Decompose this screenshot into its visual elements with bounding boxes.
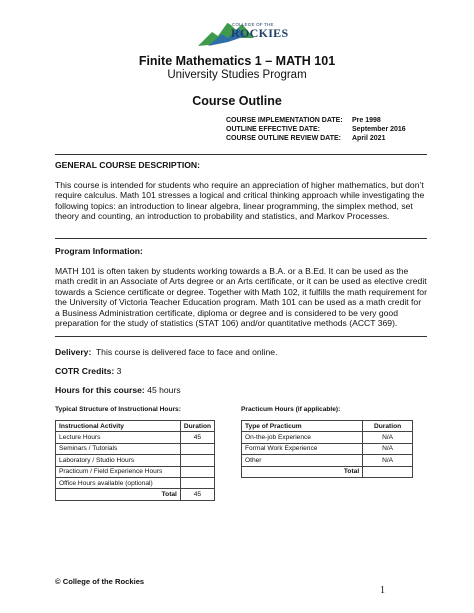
activity-cell: Laboratory / Studio Hours bbox=[56, 455, 181, 466]
table-row bbox=[242, 455, 413, 466]
page-number: 1 bbox=[380, 585, 385, 596]
date-row bbox=[226, 116, 422, 125]
hours-label: Hours for this course: bbox=[55, 385, 145, 395]
date-row bbox=[226, 125, 422, 134]
credits-label: COTR Credits: bbox=[55, 366, 115, 376]
logo-big-text: ROCKIES bbox=[231, 26, 289, 40]
credits-line bbox=[55, 366, 121, 376]
practicum-hours-heading: Practicum Hours (if applicable): bbox=[241, 406, 341, 413]
general-description-heading: GENERAL COURSE DESCRIPTION: bbox=[55, 160, 200, 170]
total-label: Total bbox=[56, 489, 181, 500]
course-title: Finite Mathematics 1 – MATH 101 bbox=[138, 54, 336, 68]
table-row bbox=[56, 443, 215, 454]
total-value: 45 bbox=[180, 489, 214, 500]
duration-cell bbox=[180, 466, 214, 477]
total-value bbox=[363, 466, 413, 477]
duration-cell bbox=[180, 443, 214, 454]
delivery-value: This course is delivered face to face and online. bbox=[95, 347, 278, 357]
table-header-row bbox=[242, 421, 413, 432]
practicum-type-cell: Other bbox=[242, 455, 363, 466]
practicum-type-cell: On-the-job Experience bbox=[242, 432, 363, 443]
date-row bbox=[226, 134, 422, 143]
table-header-row bbox=[56, 421, 215, 432]
table-row bbox=[242, 443, 413, 454]
duration-cell: 45 bbox=[180, 432, 214, 443]
date-label: COURSE IMPLEMENTATION DATE: bbox=[226, 117, 343, 124]
divider bbox=[55, 238, 427, 239]
copyright-footer: © College of the Rockies bbox=[55, 577, 145, 586]
activity-cell: Seminars / Tutorials bbox=[56, 443, 181, 454]
practicum-hours-table bbox=[241, 420, 413, 478]
logo-small-text: COLLEGE OF THE bbox=[232, 22, 274, 27]
outline-title: Course Outline bbox=[192, 94, 282, 108]
program-information-text: MATH 101 is often taken by students working towards a B.A. or a B.Ed. It can be used as the math credit in an Associate of Arts degree or an Arts certificate, or it can be used as elective credit towards a Science certificate or degree. Together with Math 102, it fulfills the math requirement for the University of Victoria Teacher Education program. Math 101 can be used as a math credit for a Business Administration certificate, diploma or degree and is considered to be very good preparation for the study of statistics (STAT 106) and/or quantitative methods (ACCT 369). bbox=[55, 266, 427, 329]
hours-line bbox=[55, 385, 181, 395]
table-row bbox=[56, 432, 215, 443]
duration-cell: N/A bbox=[363, 432, 413, 443]
duration-cell bbox=[180, 477, 214, 488]
delivery-label: Delivery: bbox=[55, 347, 92, 357]
date-label: COURSE OUTLINE REVIEW DATE: bbox=[226, 135, 341, 143]
practicum-type-cell: Formal Work Experience bbox=[242, 443, 363, 454]
table-row bbox=[242, 432, 413, 443]
column-header: Duration bbox=[180, 421, 214, 432]
credits-value: 3 bbox=[116, 366, 122, 376]
date-value: Pre 1998 bbox=[352, 117, 381, 124]
column-header: Type of Practicum bbox=[242, 421, 363, 432]
date-value: September 2016 bbox=[352, 126, 406, 134]
date-block bbox=[226, 116, 422, 144]
table-row bbox=[56, 466, 215, 477]
instructional-hours-table bbox=[55, 420, 215, 501]
activity-cell: Office Hours available (optional) bbox=[56, 477, 181, 488]
divider bbox=[55, 154, 427, 155]
table-row bbox=[56, 477, 215, 488]
duration-cell bbox=[180, 455, 214, 466]
table-total-row bbox=[242, 466, 413, 477]
total-label: Total bbox=[242, 466, 363, 477]
date-value: April 2021 bbox=[352, 135, 386, 143]
activity-cell: Lecture Hours bbox=[56, 432, 181, 443]
table-row bbox=[56, 455, 215, 466]
program-information-heading: Program Information: bbox=[55, 246, 143, 256]
column-header: Duration bbox=[363, 421, 413, 432]
divider bbox=[55, 336, 427, 337]
instructional-hours-heading: Typical Structure of Instructional Hours: bbox=[55, 406, 181, 413]
delivery-line bbox=[55, 347, 277, 357]
hours-value: 45 hours bbox=[147, 385, 181, 395]
duration-cell: N/A bbox=[363, 455, 413, 466]
table-total-row bbox=[56, 489, 215, 500]
general-description-text: This course is intended for students who require an appreciation of higher mathematics, but don’t require calculus. Math 101 stresses a logical and critical thinking approach while investigating the following topics: an introduction to linear algebra, linear programming, the simplex method, set theory and counting, an introduction to probability and statistics, and Markov Processes. bbox=[55, 180, 425, 222]
column-header: Instructional Activity bbox=[56, 421, 181, 432]
date-label: OUTLINE EFFECTIVE DATE: bbox=[226, 126, 320, 134]
program-subtitle: University Studies Program bbox=[167, 69, 307, 81]
duration-cell: N/A bbox=[363, 443, 413, 454]
activity-cell: Practicum / Field Experience Hours bbox=[56, 466, 181, 477]
